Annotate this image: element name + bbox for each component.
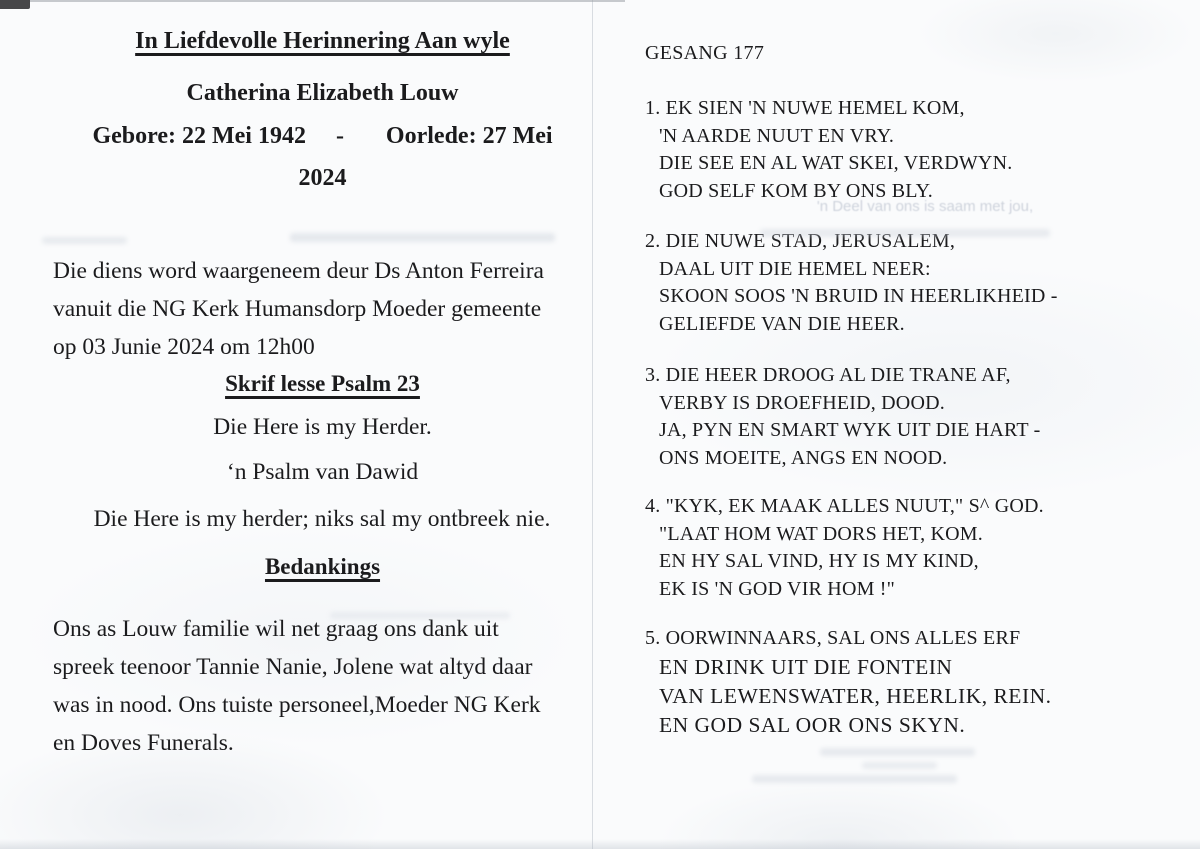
thanks-line: en Doves Funerals. <box>53 730 234 756</box>
verse-line: 4. "KYK, EK MAAK ALLES NUUT," S^ GOD. <box>645 495 1044 517</box>
death-year: 2024 <box>298 165 347 191</box>
hymn-verse-2 <box>645 228 1058 338</box>
hymn-title: GESANG 177 <box>645 42 765 64</box>
scripture-line: ‘n Psalm van Dawid <box>226 459 419 485</box>
hymn-verse-3 <box>645 362 1040 472</box>
scan-corner-mark <box>0 0 30 9</box>
verse-line: EN GOD SAL OOR ONS SKYN. <box>659 713 966 737</box>
scan-edge-artifact <box>0 0 625 2</box>
thanks-paragraph <box>53 610 593 762</box>
verse-line: GELIEFDE VAN DIE HEER. <box>659 312 905 335</box>
verse-line: GOD SELF KOM BY ONS BLY. <box>659 179 933 202</box>
thanks-line: was in nood. Ons tuiste personeel,Moeder NG Kerk <box>53 692 541 718</box>
service-details <box>53 252 593 366</box>
bleed-through-smudge <box>330 612 510 619</box>
verse-line: EK IS 'N GOD VIR HOM !" <box>659 577 895 600</box>
birth-death-dates: Gebore: 22 Mei 1942 - Oorlede: 27 Mei <box>92 123 553 149</box>
thanks-line: Ons as Louw familie wil net graag ons dank uit <box>53 616 499 642</box>
service-details-line: vanuit die NG Kerk Humansdorp Moeder gemeente <box>53 296 542 322</box>
hymn-verse-1 <box>645 95 1012 205</box>
scan-bottom-shadow <box>0 839 1200 849</box>
thanks-heading: Bedankings <box>264 554 381 579</box>
verse-line: 1. EK SIEN 'N NUWE HEMEL KOM, <box>645 97 965 119</box>
service-details-line: op 03 Junie 2024 om 12h00 <box>53 334 315 360</box>
verse-line: DIE SEE EN AL WAT SKEI, VERDWYN. <box>659 152 1013 174</box>
scripture-line: Die Here is my Herder. <box>213 414 432 440</box>
verse-line: EN HY SAL VIND, HY IS MY KIND, <box>659 550 979 572</box>
verse-line: "LAAT HOM WAT DORS HET, KOM. <box>659 522 983 545</box>
bleed-through-smudge <box>760 229 1050 237</box>
scripture-heading: Skrif lesse Psalm 23 <box>225 371 420 396</box>
verse-line: 2. DIE NUWE STAD, JERUSALEM, <box>645 230 956 252</box>
verse-line: ONS MOEITE, ANGS EN NOOD. <box>659 446 948 469</box>
deceased-name: Catherina Elizabeth Louw <box>186 80 459 106</box>
thanks-line: spreek teenoor Tannie Nanie, Jolene wat altyd daar <box>53 654 533 680</box>
verse-line: JA, PYN EN SMART WYK UIT DIE HART - <box>659 419 1041 441</box>
bleed-through-smudge <box>752 775 957 783</box>
bleed-through-smudge <box>862 762 937 769</box>
bleed-through-smudge <box>290 233 555 242</box>
verse-line: EN DRINK UIT DIE FONTEIN <box>659 655 953 679</box>
verse-line: 3. DIE HEER DROOG AL DIE TRANE AF, <box>645 364 1011 386</box>
scripture-line: Die Here is my herder; niks sal my ontbreek nie. <box>93 506 551 532</box>
hymn-verse-5 <box>645 624 1052 740</box>
service-details-line: Die diens word waargeneem deur Ds Anton Ferreira <box>53 258 544 284</box>
hymn-verse-4 <box>645 493 1044 603</box>
verse-line: VAN LEWENSWATER, HEERLIK, REIN. <box>659 684 1052 708</box>
verse-line: DAAL UIT DIE HEMEL NEER: <box>659 257 931 280</box>
verse-line: 5. OORWINNAARS, SAL ONS ALLES ERF <box>645 627 1021 649</box>
bleed-through-text: 'n Deel van ons is saam met jou, <box>816 198 1034 215</box>
bleed-through-smudge <box>42 237 127 244</box>
page-fold-line <box>592 0 593 849</box>
bleed-through-smudge <box>820 748 975 756</box>
verse-line: SKOON SOOS 'N BRUID IN HEERLIKHEID - <box>659 285 1058 307</box>
memorial-title: In Liefdevolle Herinnering Aan wyle <box>135 28 510 54</box>
verse-line: 'N AARDE NUUT EN VRY. <box>659 124 895 147</box>
verse-line: VERBY IS DROEFHEID, DOOD. <box>659 391 945 414</box>
